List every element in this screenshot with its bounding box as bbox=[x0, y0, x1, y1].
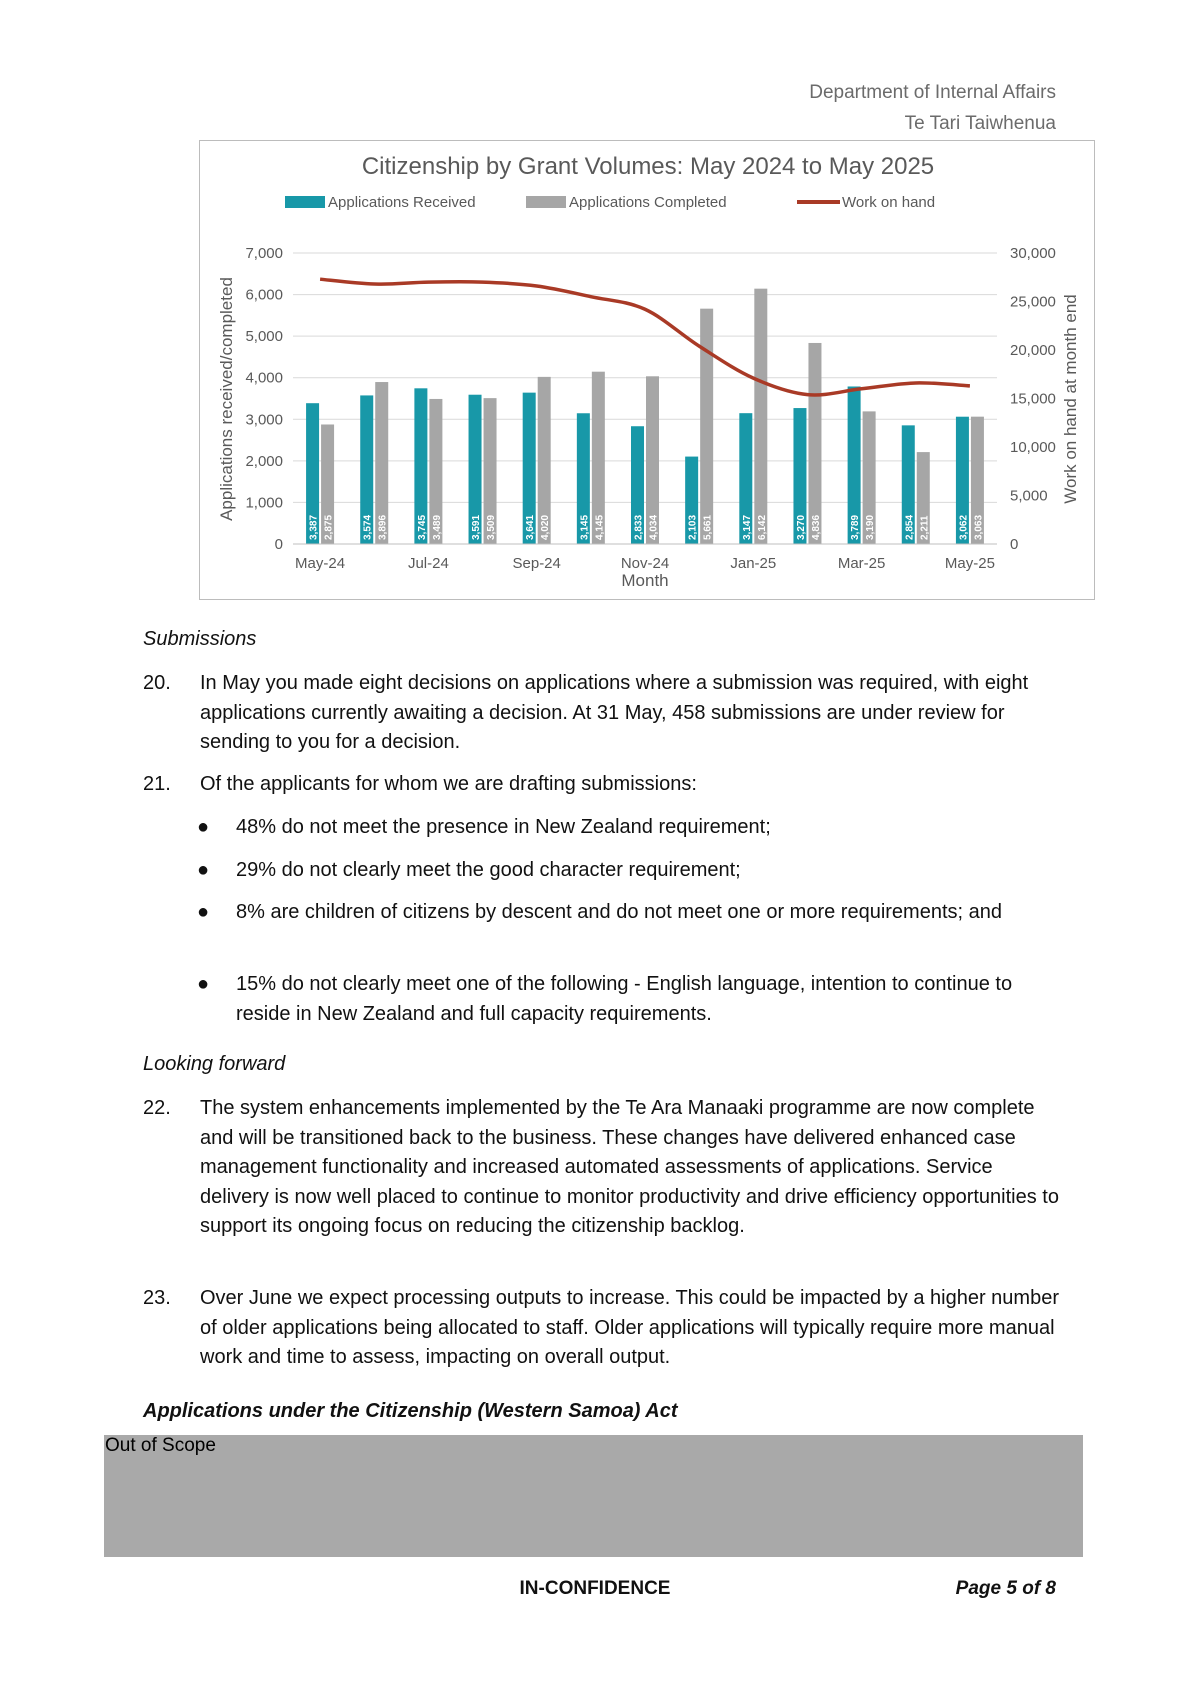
data-label-received: 3,147 bbox=[741, 514, 753, 540]
y-tick-label: 6,000 bbox=[245, 286, 283, 304]
paragraph-number: 21. bbox=[143, 773, 171, 795]
data-label-received: 3,641 bbox=[525, 514, 537, 540]
data-label-completed: 4,836 bbox=[810, 514, 822, 540]
paragraph-22 bbox=[143, 1094, 1063, 1242]
x-tick-label: Jan-25 bbox=[730, 555, 777, 572]
list-item bbox=[197, 856, 1067, 886]
bullet-icon: ● bbox=[197, 973, 210, 995]
data-label-received: 3,574 bbox=[362, 514, 374, 540]
data-label-completed: 2,211 bbox=[919, 515, 931, 540]
paragraph-text: In May you made eight decisions on applications where a submission was required, with eight applications currently awaiting a decision. At 31 May, 458 submissions are under review for sending to you for a decision. bbox=[200, 672, 1029, 753]
data-label-received: 3,062 bbox=[958, 514, 970, 540]
legend-swatch-completed bbox=[526, 196, 566, 208]
y-axis-title: Applications received/completed bbox=[217, 277, 236, 521]
data-label-completed: 3,190 bbox=[865, 514, 877, 540]
bar-completed bbox=[700, 309, 713, 544]
y2-axis-title: Work on hand at month end bbox=[1061, 294, 1080, 504]
y-tick-label: 2,000 bbox=[245, 452, 283, 470]
data-label-completed: 3,063 bbox=[973, 514, 985, 540]
submissions-heading: Submissions bbox=[143, 628, 257, 650]
data-label-received: 3,789 bbox=[850, 514, 862, 540]
data-label-completed: 4,145 bbox=[594, 514, 606, 540]
bullet-text: 48% do not meet the presence in New Zealand requirement; bbox=[236, 816, 771, 838]
bullet-icon: ● bbox=[197, 901, 210, 923]
data-label-received: 3,270 bbox=[795, 514, 807, 540]
paragraph-number: 23. bbox=[143, 1287, 171, 1309]
paragraph-number: 22. bbox=[143, 1097, 171, 1119]
redaction-label: Out of Scope bbox=[105, 1435, 216, 1456]
y2-tick-label: 5,000 bbox=[1010, 487, 1048, 505]
data-label-received: 3,745 bbox=[416, 514, 428, 540]
list-item bbox=[197, 813, 1067, 843]
data-label-completed: 3,489 bbox=[431, 514, 443, 540]
redaction-block bbox=[104, 1435, 1083, 1557]
data-label-received: 2,833 bbox=[633, 514, 645, 540]
data-label-completed: 6,142 bbox=[756, 514, 768, 540]
paragraph-number: 20. bbox=[143, 672, 171, 694]
data-label-completed: 5,661 bbox=[702, 514, 714, 540]
bullet-icon: ● bbox=[197, 859, 210, 881]
y2-tick-label: 10,000 bbox=[1010, 439, 1056, 456]
paragraph-20 bbox=[143, 669, 1063, 758]
data-label-completed: 2,875 bbox=[323, 514, 335, 540]
bullet-text: 29% do not clearly meet the good character requirement; bbox=[236, 859, 741, 881]
paragraph-text: The system enhancements implemented by the Te Ara Manaaki programme are now complete and will be transitioned back to the business. These changes have delivered enhanced case management functionality and increased automated assessments of applications. Service delivery is now well placed to continue to monitor productivity and drive efficiency opportunities to support its ongoing focus on reducing the citizenship backlog. bbox=[200, 1097, 1059, 1237]
legend-swatch-received bbox=[285, 196, 325, 208]
list-item bbox=[197, 970, 1067, 1029]
samoa-act-heading: Applications under the Citizenship (Western Samoa) Act bbox=[143, 1400, 678, 1422]
y-tick-label: 7,000 bbox=[245, 245, 283, 262]
x-tick-label: Mar-25 bbox=[837, 555, 886, 572]
legend-label-completed: Applications Completed bbox=[569, 194, 727, 211]
paragraph-text: Of the applicants for whom we are drafting submissions: bbox=[200, 773, 697, 795]
data-label-completed: 4,020 bbox=[540, 514, 552, 540]
legend-label-received: Applications Received bbox=[328, 194, 476, 211]
agency-name-maori: Te Tari Taiwhenua bbox=[904, 113, 1056, 134]
data-label-received: 3,145 bbox=[579, 514, 591, 540]
data-label-received: 3,591 bbox=[471, 514, 483, 540]
data-label-received: 2,103 bbox=[687, 514, 699, 540]
y2-tick-label: 0 bbox=[1010, 536, 1019, 553]
bullet-text: 15% do not clearly meet one of the following - English language, intention to continue to reside in New Zealand and full capacity requirements. bbox=[236, 973, 1013, 1025]
y2-tick-label: 25,000 bbox=[1010, 293, 1056, 311]
paragraph-text: Over June we expect processing outputs to increase. This could be impacted by a higher number of older applications being allocated to staff. Older applications will typically require more manual work and time to assess, impacting on overall output. bbox=[200, 1287, 1059, 1368]
y2-tick-label: 30,000 bbox=[1010, 245, 1056, 262]
data-label-completed: 4,034 bbox=[648, 514, 660, 540]
y-tick-label: 0 bbox=[274, 536, 283, 553]
bar-completed bbox=[808, 343, 821, 544]
data-label-completed: 3,896 bbox=[377, 514, 389, 540]
paragraph-23 bbox=[143, 1284, 1063, 1373]
x-tick-label: May-25 bbox=[944, 555, 995, 572]
x-tick-label: May-24 bbox=[295, 555, 346, 572]
x-tick-label: Jul-24 bbox=[407, 555, 449, 572]
classification-footer: IN-CONFIDENCE bbox=[519, 1578, 671, 1599]
agency-name: Department of Internal Affairs bbox=[809, 82, 1056, 103]
data-label-received: 3,387 bbox=[308, 514, 320, 540]
y-tick-label: 5,000 bbox=[245, 328, 283, 346]
chart-svg bbox=[200, 141, 1096, 601]
legend-label-work-on-hand: Work on hand bbox=[842, 194, 936, 211]
bullet-text: 8% are children of citizens by descent and do not meet one or more requirements; and bbox=[236, 901, 1002, 923]
paragraph-21 bbox=[143, 770, 1063, 800]
page-number: Page 5 of 8 bbox=[955, 1578, 1056, 1599]
bullet-icon: ● bbox=[197, 816, 210, 838]
chart-container bbox=[199, 140, 1095, 600]
x-axis-title: Month bbox=[621, 571, 669, 590]
chart-title: Citizenship by Grant Volumes: May 2024 to May 2025 bbox=[361, 153, 935, 180]
y-tick-label: 1,000 bbox=[245, 494, 283, 512]
bar-completed bbox=[754, 289, 767, 544]
x-tick-label: Sep-24 bbox=[512, 555, 561, 572]
y-tick-label: 3,000 bbox=[245, 411, 283, 429]
y2-tick-label: 20,000 bbox=[1010, 342, 1056, 359]
data-label-received: 2,854 bbox=[904, 514, 916, 540]
y2-tick-label: 15,000 bbox=[1010, 390, 1056, 408]
looking-forward-heading: Looking forward bbox=[143, 1053, 286, 1075]
list-item bbox=[197, 898, 1067, 928]
data-label-completed: 3,509 bbox=[486, 514, 498, 540]
x-tick-label: Nov-24 bbox=[620, 555, 670, 572]
y-tick-label: 4,000 bbox=[245, 369, 283, 387]
